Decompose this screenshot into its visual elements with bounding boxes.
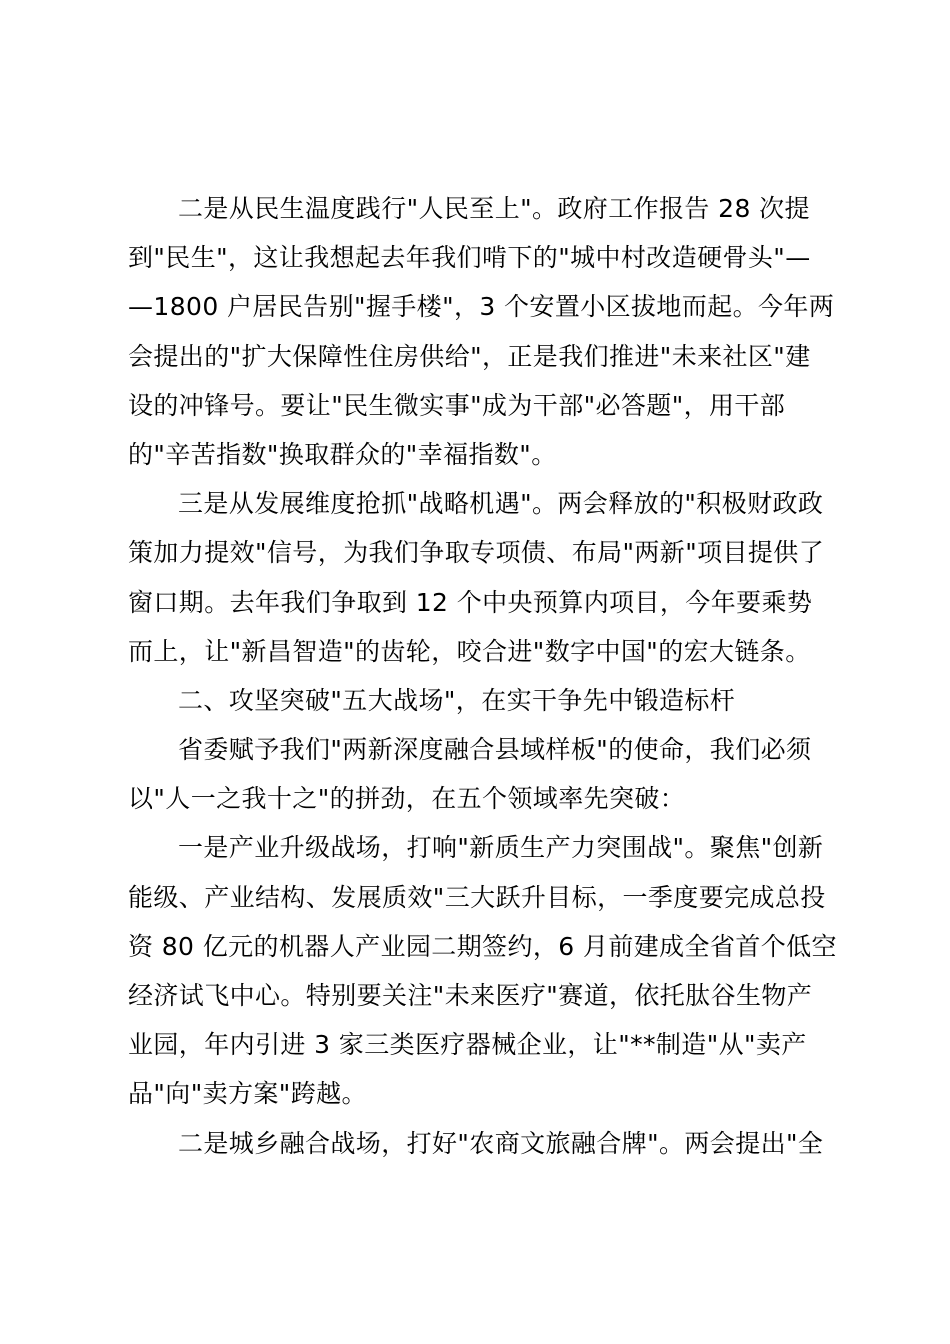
text-line: 经济试飞中心。特别要关注"未来医疗"赛道，依托肽谷生物产 xyxy=(128,981,813,1010)
text-line: 窗口期。去年我们争取到 12 个中央预算内项目，今年要乘势 xyxy=(128,587,813,617)
text-line: —1800 户居民告别"握手楼"，3 个安置小区拔地而起。今年两 xyxy=(128,292,835,322)
text-line: 到"民生"，这让我想起去年我们啃下的"城中村改造硬骨头"— xyxy=(128,243,811,273)
text-line: 二是从民生温度践行"人民至上"。政府工作报告 28 次提 xyxy=(178,194,810,223)
text-line: 业园，年内引进 3 家三类医疗器械企业，让"**制造"从"卖产 xyxy=(128,1030,807,1060)
text-line: 设的冲锋号。要让"民生微实事"成为干部"必答题"，用干部 xyxy=(128,390,786,420)
text-line: 省委赋予我们"两新深度融合县域样板"的使命，我们必须 xyxy=(178,735,812,765)
text-line: 以"人一之我十之"的拼劲，在五个领域率先突破： xyxy=(128,784,686,814)
text-line: 而上，让"新昌智造"的齿轮，咬合进"数字中国"的宏大链条。 xyxy=(128,636,811,666)
section-heading: 二、攻坚突破"五大战场"，在实干争先中锻造标杆 xyxy=(178,685,736,715)
text-line: 资 80 亿元的机器人产业园二期签约，6 月前建成全省首个低空 xyxy=(128,931,837,961)
text-line: 品"向"卖方案"跨越。 xyxy=(128,1079,367,1109)
text-line: 三是从发展维度抢抓"战略机遇"。两会释放的"积极财政政 xyxy=(178,489,824,519)
text-line: 二是城乡融合战场，打好"农商文旅融合牌"。两会提出"全 xyxy=(178,1128,824,1158)
text-line: 一是产业升级战场，打响"新质生产力突围战"。聚焦"创新 xyxy=(178,833,824,863)
text-line: 的"辛苦指数"换取群众的"幸福指数"。 xyxy=(128,439,557,469)
text-line: 能级、产业结构、发展质效"三大跃升目标，一季度要完成总投 xyxy=(128,882,826,912)
text-line: 会提出的"扩大保障性住房供给"，正是我们推进"未来社区"建 xyxy=(128,341,811,371)
text-line: 策加力提效"信号，为我们争取专项债、布局"两新"项目提供了 xyxy=(128,538,825,568)
document-body xyxy=(128,184,848,1168)
